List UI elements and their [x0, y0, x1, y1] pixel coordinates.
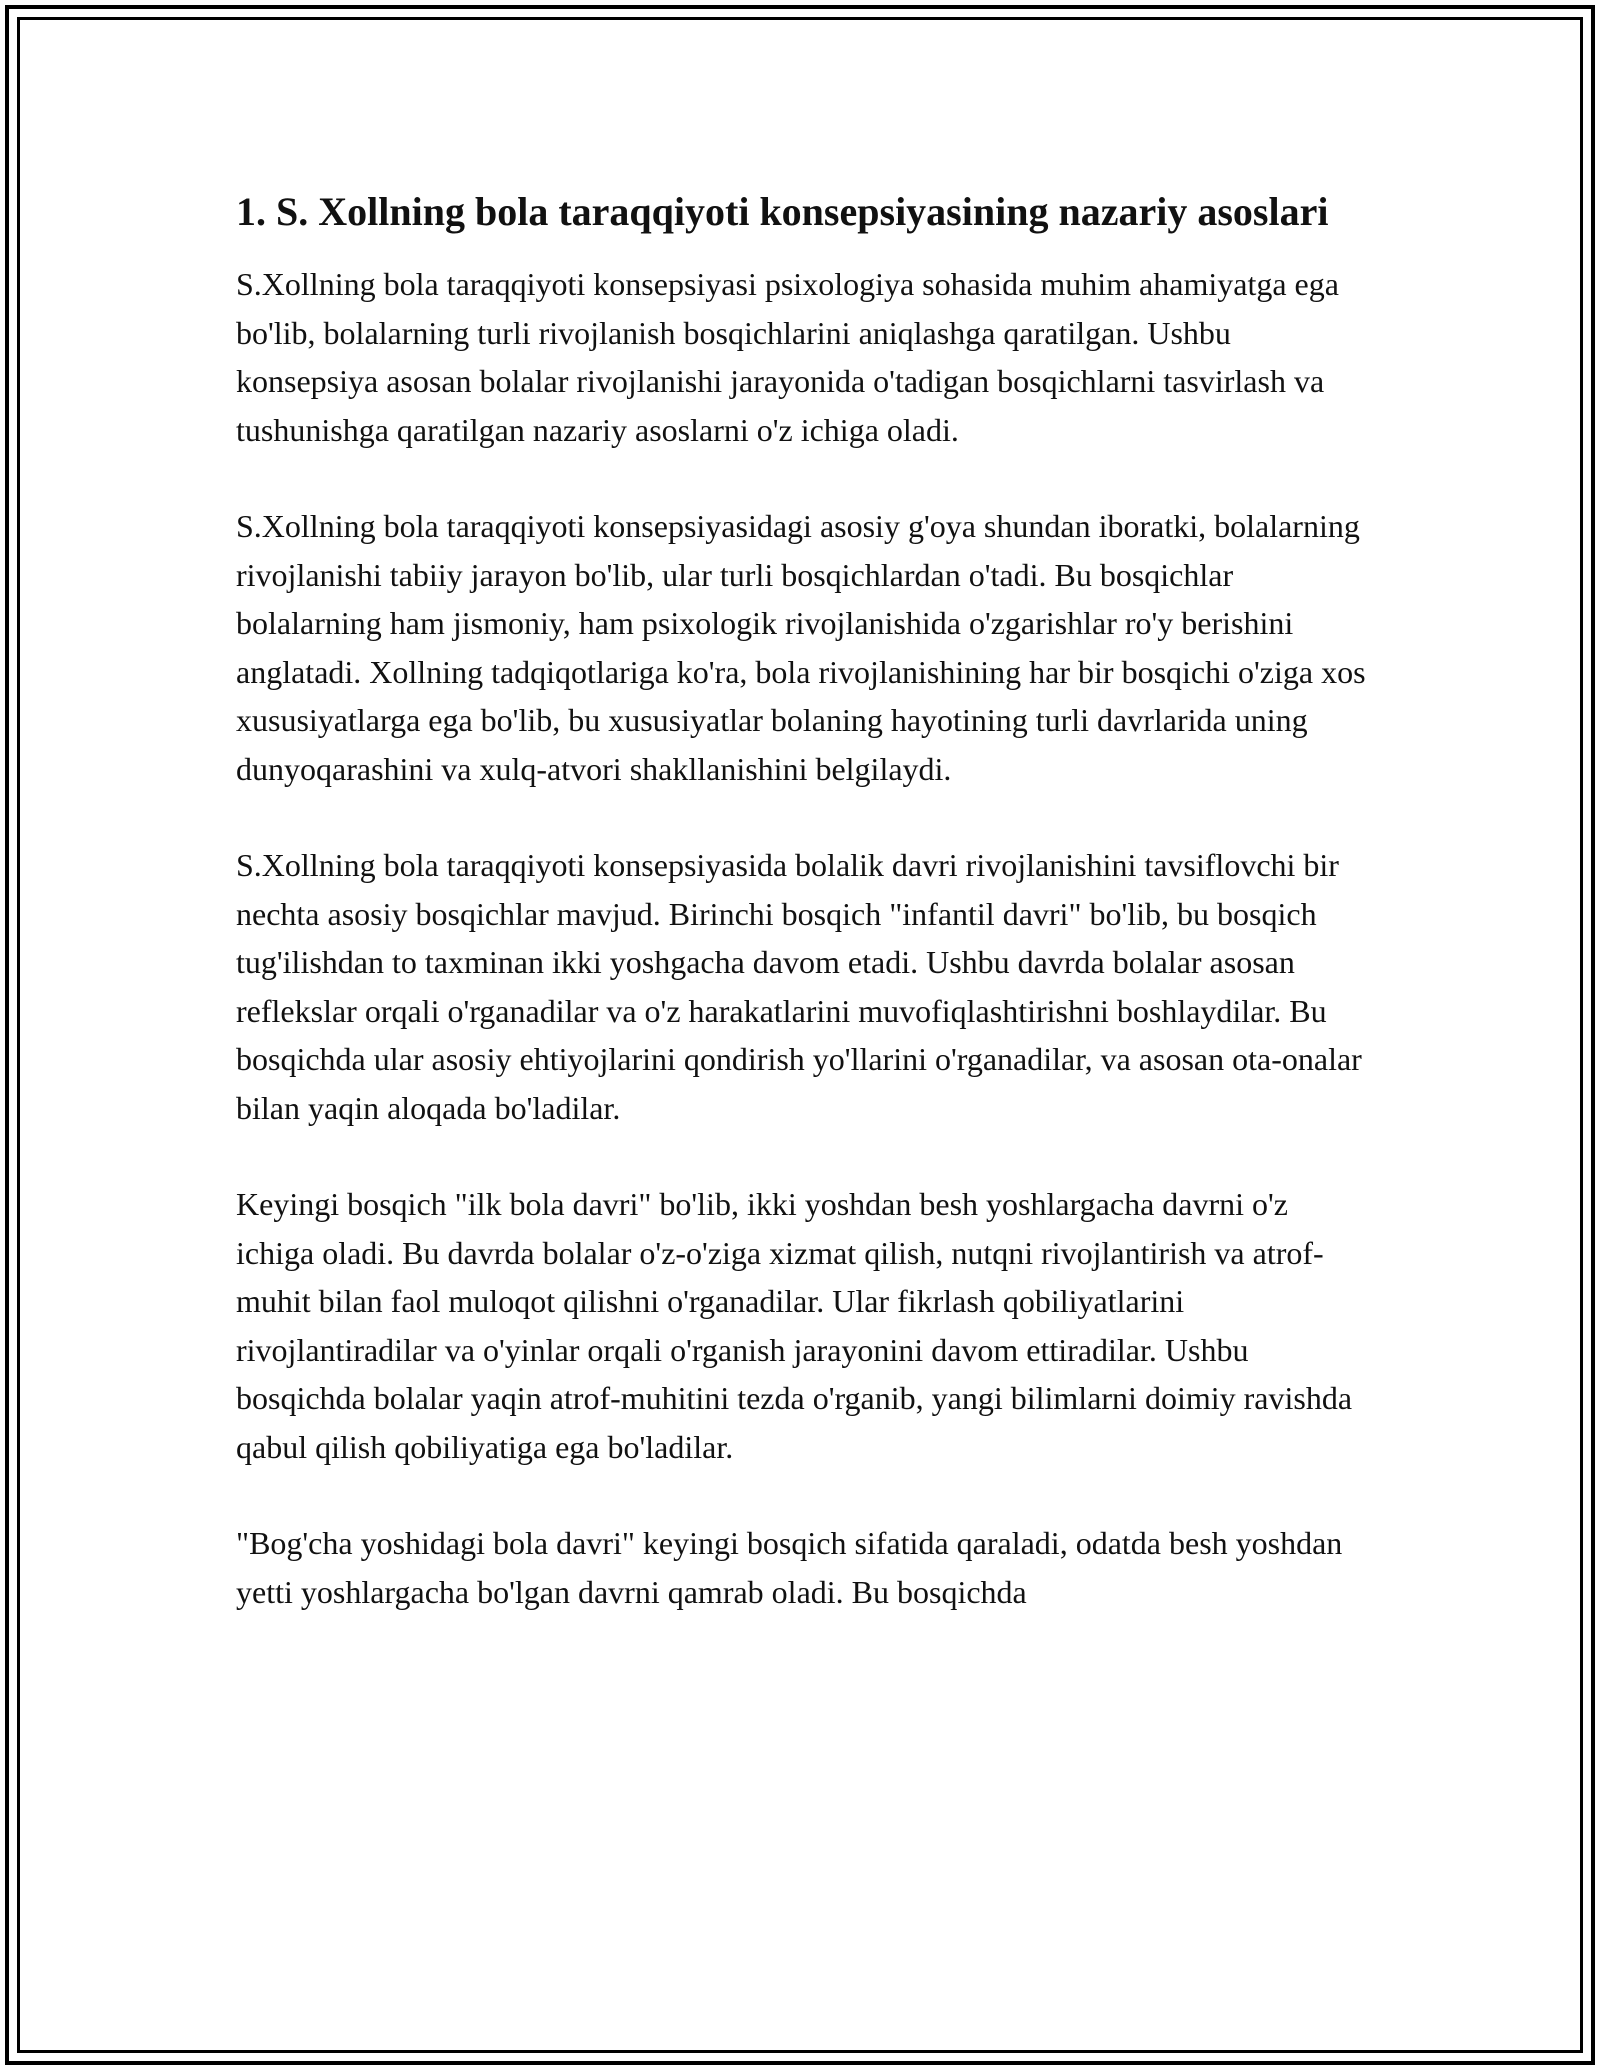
paragraph-preschool-period: "Bog'cha yoshidagi bola davri" keyingi bosqich sifatida qaraladi, odatda besh yoshdan yetti yoshlargacha bo'lgan davrni qamrab oladi. Bu bosqichda — [236, 1525, 1343, 1610]
paragraph-infantile-period: S.Xollning bola taraqqiyoti konsepsiyasida bolalik davri rivojlanishini tavsiflovchi bir nechta asosiy bosqichlar mavjud. Birinchi bosqich "infantil davri" bo'lib, bu bosqich tug'ilishdan to taxminan ikki yoshgacha davom etadi. Ushbu davrda bolalar asosan reflekslar orqali o'rganadilar va o'z harakatlarini muvofiqlashtirishni boshlaydilar. Bu bosqichda ular asosiy ehtiyojlarini qondirish yo'llarini o'rganadilar, va asosan ota-onalar bilan yaqin aloqada bo'ladilar. — [236, 847, 1362, 1126]
paragraph-intro: S.Xollning bola taraqqiyoti konsepsiyasi psixologiya sohasida muhim ahamiyatga ega bo'lib, bolalarning turli rivojlanish bosqichlarini aniqlashga qaratilgan. Ushbu konsepsiya asosan bolalar rivojlanishi jarayonida o'tadigan bosqichlarni tasvirlash va tushunishga qaratilgan nazariy asoslarni o'z ichiga oladi. — [236, 266, 1339, 448]
document-body — [236, 185, 1366, 1664]
paragraph-main-idea: S.Xollning bola taraqqiyoti konsepsiyasidagi asosiy g'oya shundan iboratki, bolalarning rivojlanishi tabiiy jarayon bo'lib, ular turli bosqichlardan o'tadi. Bu bosqichlar bolalarning ham jismoniy, ham psixologik rivojlanishida o'zgarishlar ro'y berishini anglatadi. Xollning tadqiqotlariga ko'ra, bola rivojlanishining har bir bosqichi o'ziga xos xususiyatlarga ega bo'lib, bu xususiyatlar bolaning hayotining turli davrlarida uning dunyoqarashini va xulq-atvori shakllanishini belgilaydi. — [236, 508, 1366, 787]
section-heading: 1. S. Xollning bola taraqqiyoti konsepsiyasining nazariy asoslari — [236, 189, 1329, 234]
paragraph-early-childhood: Keyingi bosqich "ilk bola davri" bo'lib, ikki yoshdan besh yoshlargacha davrni o'z ichiga oladi. Bu davrda bolalar o'z-o'ziga xizmat qilish, nutqni rivojlantirish va atrof-muhit bilan faol muloqot qilishni o'rganadilar. Ular fikrlash qobiliyatlarini rivojlantiradilar va o'yinlar orqali o'rganish jarayonini davom ettiradilar. Ushbu bosqichda bolalar yaqin atrof-muhitini tezda o'rganib, yangi bilimlarni doimiy ravishda qabul qilish qobiliyatiga ega bo'ladilar. — [236, 1186, 1353, 1465]
